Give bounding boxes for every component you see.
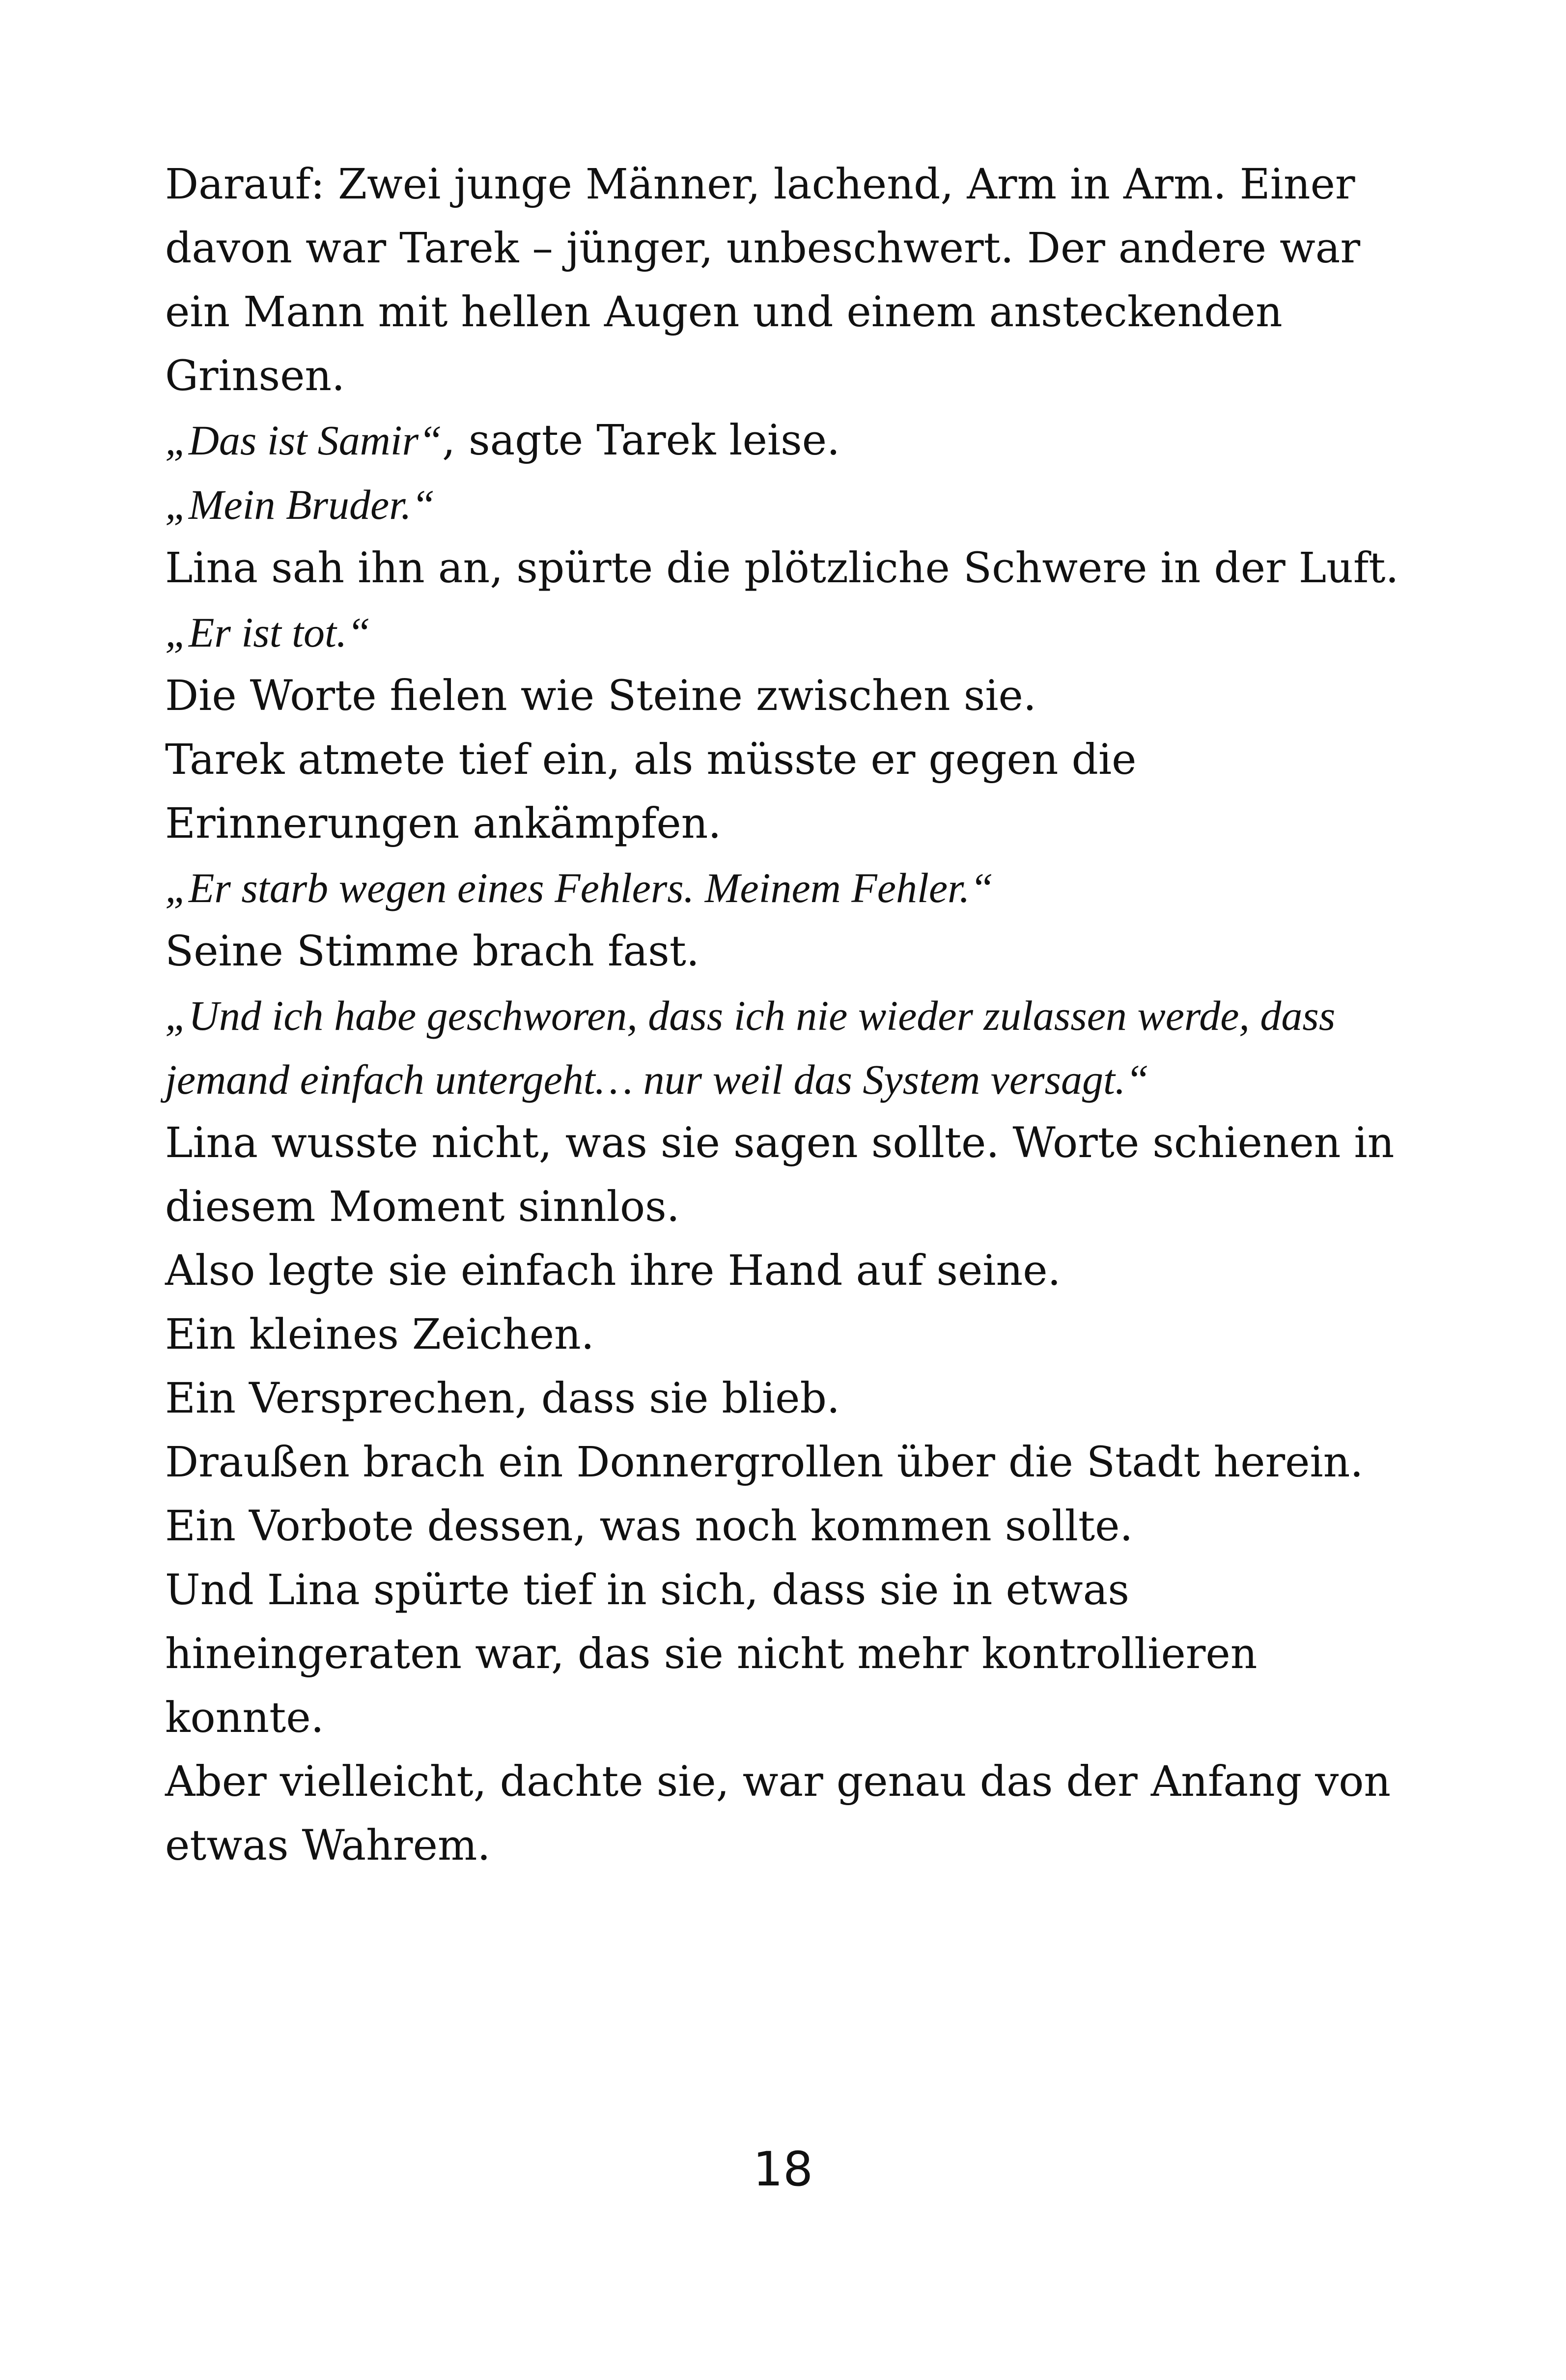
paragraph: Draußen brach ein Donnergrollen über die Stadt herein. Ein Vorbote dessen, was noch kommen sollte. (165, 1438, 1364, 1551)
paragraph: Ein kleines Zeichen. (165, 1310, 594, 1359)
paragraph: Also legte sie einfach ihre Hand auf seine. (165, 1247, 1061, 1295)
dialogue-italic: „Und ich habe geschworen, dass ich nie wieder zulassen werde, dass jemand einfach untergeht… nur weil das System versagt.“ (165, 992, 1336, 1103)
paragraph: Lina wusste nicht, was sie sagen sollte. Worte schienen in diesem Moment sinnlos. (165, 1119, 1395, 1231)
paragraph-suffix: , sagte Tarek leise. (442, 416, 840, 465)
body-text (165, 153, 1403, 1878)
page-number: 18 (753, 2142, 813, 2197)
dialogue-italic: „Er starb wegen eines Fehlers. Meinem Fehler.“ (165, 864, 994, 911)
paragraph: Darauf: Zwei junge Männer, lachend, Arm in Arm. Einer davon war Tarek – jünger, unbeschwert. Der andere war ein Mann mit hellen Augen und einem ansteckenden Grinsen. (165, 160, 1361, 400)
paragraph: Die Worte fielen wie Steine zwischen sie. (165, 672, 1036, 720)
paragraph: Und Lina spürte tief in sich, dass sie in etwas hineingeraten war, das sie nicht mehr kontrollieren konnte. (165, 1566, 1258, 1742)
paragraph: Aber vielleicht, dachte sie, war genau das der Anfang von etwas Wahrem. (165, 1757, 1391, 1870)
paragraph: Lina sah ihn an, spürte die plötzliche Schwere in der Luft. (165, 544, 1399, 593)
dialogue-italic: „Mein Bruder.“ (165, 481, 435, 528)
paragraph: Ein Versprechen, dass sie blieb. (165, 1374, 840, 1423)
paragraph (165, 408, 1403, 473)
paragraph: Tarek atmete tief ein, als müsste er gegen die Erinnerungen ankämpfen. (165, 736, 1137, 848)
paragraph: Seine Stimme brach fast. (165, 927, 699, 976)
dialogue-italic: „Er ist tot.“ (165, 609, 371, 656)
dialogue-italic: „Das ist Samir“ (165, 417, 442, 464)
